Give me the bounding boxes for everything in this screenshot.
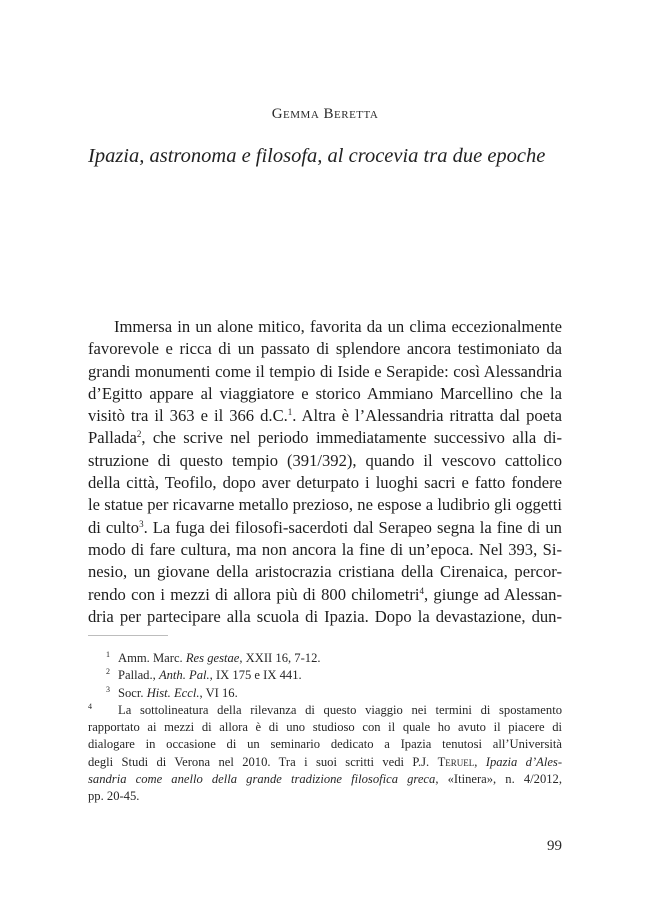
- footnote-ref: 2: [136, 429, 142, 440]
- chapter-title: Ipazia, astronoma e filosofa, al crocevia tra due epoche: [88, 145, 546, 167]
- chapter-author: Gemma Beretta: [271, 106, 379, 122]
- body-line: di culto$^3$. La fuga dei filosofi-sacerdoti dal Serapeo segna la fine di un: [88, 517, 562, 537]
- footnote-ref: 3: [139, 518, 144, 529]
- footnote-marker: 2: [106, 667, 110, 677]
- body-line: Pallada$^2$, che scrive nel periodo immediatamente successivo alla di-: [88, 428, 562, 448]
- footnote-4-line: degli Studi di Verona nel 2010. Tra i suoi scritti vedi P.J. Teruel, Ipazia d’Ales-: [88, 754, 563, 769]
- body-line: d’Egitto appare al viaggiatore e storico Ammiano Marcellino che la: [88, 383, 562, 403]
- body-line: visitò tra il 363 e il 366 d.C.$^1$. Altra è l’Alessandria ritratta dal poeta: [88, 406, 562, 426]
- footnote-1: $^1$ Amm. Marc. Res gestae, XXII 16, 7-12.: [106, 650, 321, 665]
- footnote-4-line: dialogare in occasione di un seminario dedicato a Ipazia tenutosi all’Università: [88, 737, 562, 752]
- body-line: modo di fare cultura, ma non ancora la fine di un’epoca. Nel 393, Si-: [88, 539, 562, 559]
- body-line: Immersa in un alone mitico, favorita da un clima eccezionalmente: [114, 317, 562, 336]
- footnote-marker: 3: [106, 684, 110, 694]
- cited-author: Teruel: [437, 754, 475, 769]
- footnote-separator: [88, 635, 168, 636]
- footnote-marker: 1: [106, 650, 110, 659]
- body-line: dria per partecipare alla scuola di Ipazia. Dopo la devastazione, dun-: [88, 606, 562, 626]
- body-line: della città, Teofilo, dopo aver deturpato i luoghi sacri e fatto fondere: [88, 473, 562, 493]
- body-line: nesio, un giovane della aristocrazia cristiana della Cirenaica, percor-: [88, 562, 562, 582]
- footnote-4-line: rapportato ai mezzi di allora è di uno studioso con il quale ho avuto il piacere di: [88, 720, 562, 735]
- body-line: struzione di questo tempio (391/392), quando il vescovo cattolico: [88, 450, 562, 470]
- footnote-4-line: sandria come anello della grande tradizione filosofica greca, «Itinera», n. 4/2012,: [88, 772, 562, 787]
- page-number: 99: [547, 838, 562, 854]
- body-line: favorevole e ricca di un passato di splendore ancora testimoniato da: [88, 339, 562, 359]
- body-line: rendo con i mezzi di allora più di 800 chilometri$^4$, giunge ad Alessan-: [88, 584, 562, 604]
- body-text: [88, 316, 562, 628]
- footnote-marker: 4: [88, 701, 92, 711]
- body-line: grandi monumenti come il tempio di Iside e Serapide: così Alessandria: [88, 361, 562, 381]
- footnote-2: $^2$ Pallad., Anth. Pal., IX 175 e IX 441.: [106, 667, 302, 683]
- footnote-3: $^3$ Socr. Hist. Eccl., VI 16.: [106, 684, 238, 700]
- footnote-ref: 1: [287, 407, 293, 418]
- footnote-ref: 4: [419, 585, 424, 596]
- footnotes: [88, 650, 562, 806]
- footnote-4-line: pp. 20-45.: [88, 789, 140, 804]
- body-line: le statue per ricavarne metallo prezioso, ne espose a ludibrio gli oggetti: [88, 495, 562, 515]
- footnote-4-line: $^4$ La sottolineatura della rilevanza di questo viaggio nei termini di spostamento: [88, 701, 562, 717]
